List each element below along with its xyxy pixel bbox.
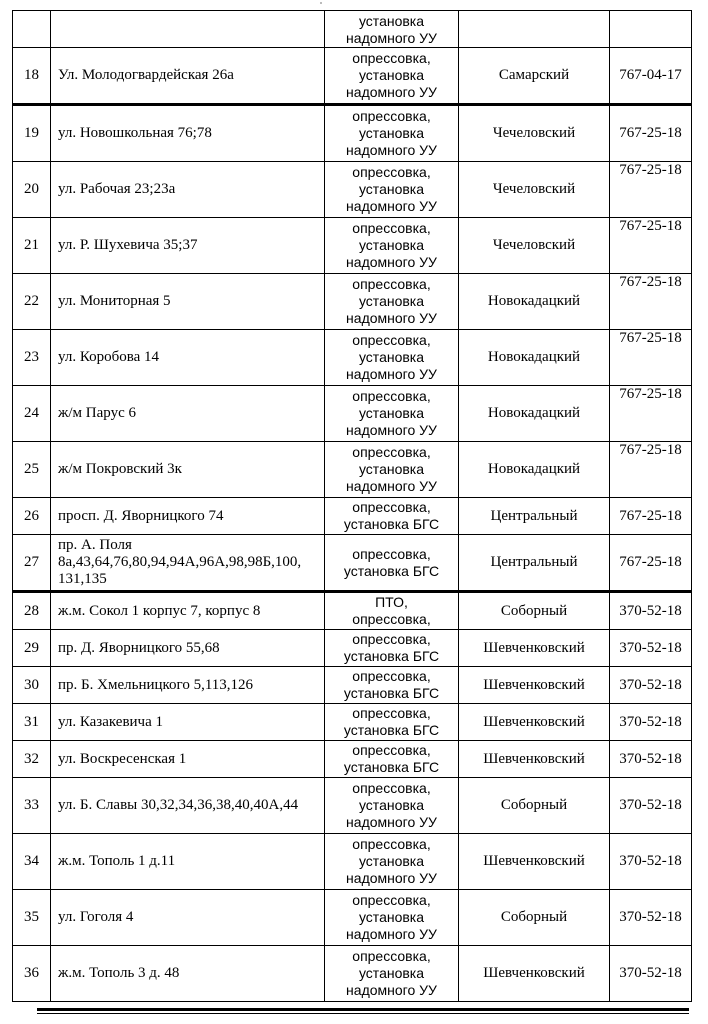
address-cell [51,630,325,667]
address-line: ж/м Покровский 3к [58,461,182,477]
phone-cell [610,48,692,105]
work-type-line: надомного УУ [346,814,437,830]
row-number: 26 [24,507,39,524]
work-type-line: надомного УУ [346,30,437,46]
work-type-cell [325,704,459,741]
work-type-line: опрессовка, [352,668,431,684]
work-type-cell [325,630,459,667]
table-row [13,535,692,592]
work-type-line: опрессовка, [352,276,431,292]
work-type-cell [325,890,459,946]
schedule-table [12,10,692,1002]
address-line: ул. Мониторная 5 [58,293,171,309]
work-type-line: установка [358,237,425,253]
address-cell [51,386,325,442]
work-type-line: установка [358,125,425,141]
work-type-line: установка [358,293,425,309]
district-cell [459,274,610,330]
row-number: 30 [24,676,39,693]
work-type-line: опрессовка, [352,545,431,562]
table-row [13,592,692,630]
work-type-line: установка БГС [343,685,440,701]
row-number: 33 [24,797,39,813]
address-cell [51,592,325,630]
work-type-cell [325,741,459,778]
work-type-line: опрессовка, [352,631,431,647]
row-number: 27 [24,554,39,570]
address-cell [51,162,325,218]
row-number-cell [13,704,51,741]
table-row [13,218,692,274]
district-cell [459,592,610,630]
row-number-cell [13,274,51,330]
district-name: Соборный [500,909,568,925]
phone-number: 370-52-18 [619,909,682,925]
work-type-line: надомного УУ [346,310,437,326]
footer-rule-thin [37,1013,689,1014]
row-number: 28 [24,602,39,619]
address-cell [51,442,325,498]
district-name: Чечеловский [492,181,576,197]
table-row [13,162,692,218]
work-type-cell [325,162,459,218]
address-cell [51,48,325,105]
district-name: Шевченковский [483,676,585,693]
district-cell [459,778,610,834]
work-type-line: опрессовка, [352,499,431,515]
work-type-line: установка БГС [343,562,440,579]
row-number-cell [13,741,51,778]
phone-number: 767-04-17 [619,67,682,83]
work-type-line: надомного УУ [346,366,437,382]
table-row [13,704,692,741]
district-name: Шевченковский [483,965,585,981]
work-type-line: опрессовка, [352,50,431,66]
schedule-table-body [13,11,692,1002]
work-type-line: установка [358,461,425,477]
row-number: 25 [24,461,39,477]
row-number-cell [13,11,51,48]
table-row [13,946,692,1002]
district-name: Центральный [490,507,578,524]
phone-cell [610,274,692,330]
row-number-cell [13,890,51,946]
phone-cell [610,105,692,162]
phone-cell [610,946,692,1002]
address-line: ж.м. Тополь 1 д.11 [58,853,176,869]
district-cell [459,11,610,48]
address-cell [51,946,325,1002]
work-type-cell [325,330,459,386]
work-type-line: установка БГС [343,759,440,775]
address-line: ул. Рабочая 23;23а [58,181,176,197]
row-number-cell [13,218,51,274]
work-type-line: надомного УУ [346,254,437,270]
row-number: 29 [24,639,39,656]
address-cell [51,11,325,48]
address-line: пр. Б. Хмельницкого 5,113,126 [58,676,254,693]
address-line: ж.м. Сокол 1 корпус 7, корпус 8 [58,602,261,619]
address-cell [51,704,325,741]
work-type-line: опрессовка, [352,780,431,796]
address-line: 131,135 [58,571,107,587]
row-number-cell [13,330,51,386]
address-cell [51,890,325,946]
row-number: 18 [24,67,39,83]
scan-mark [320,2,322,4]
work-type-cell [325,274,459,330]
phone-cell [610,834,692,890]
work-type-line: надомного УУ [346,478,437,494]
district-cell [459,890,610,946]
work-type-line: опрессовка, [352,948,431,964]
phone-cell [610,218,692,274]
address-line: ул. Р. Шухевича 35;37 [58,237,198,253]
phone-cell [610,778,692,834]
address-line: ул. Воскресенская 1 [58,750,187,767]
address-cell [51,778,325,834]
phone-number: 370-52-18 [619,713,682,730]
phone-number: 370-52-18 [619,965,682,981]
work-type-cell [325,442,459,498]
work-type-line: установка [358,965,425,981]
district-cell [459,386,610,442]
work-type-line: опрессовка, [352,388,431,404]
district-cell [459,834,610,890]
table-row [13,741,692,778]
work-type-line: установка [358,67,425,83]
row-number: 20 [24,181,39,197]
phone-number: 767-25-18 [619,554,682,570]
phone-number: 767-25-18 [619,218,682,234]
row-number: 35 [24,909,39,925]
row-number: 34 [24,853,39,869]
phone-cell [610,890,692,946]
table-row [13,667,692,704]
address-cell [51,741,325,778]
work-type-line: опрессовка, [352,742,431,758]
work-type-cell [325,48,459,105]
work-type-line: опрессовка, [352,892,431,908]
work-type-line: ПТО, [375,594,408,610]
address-line: пр. Д. Яворницкого 55,68 [58,639,220,656]
district-name: Соборный [500,797,568,813]
work-type-line: установка [358,405,425,421]
address-line: Ул. Молодогвардейская 26а [58,67,234,83]
district-name: Шевченковский [483,750,585,767]
work-type-line: надомного УУ [346,982,437,998]
table-row [13,330,692,386]
address-cell [51,834,325,890]
work-type-cell [325,535,459,592]
table-row [13,386,692,442]
row-number: 24 [24,405,39,421]
row-number: 32 [24,750,39,767]
district-cell [459,218,610,274]
row-number-cell [13,834,51,890]
district-cell [459,105,610,162]
work-type-cell [325,105,459,162]
address-cell [51,498,325,535]
row-number-cell [13,162,51,218]
work-type-line: установка БГС [343,516,440,532]
phone-cell [610,442,692,498]
district-cell [459,330,610,386]
row-number-cell [13,442,51,498]
district-cell [459,741,610,778]
work-type-line: опрессовка, [352,611,431,627]
address-cell [51,330,325,386]
address-cell [51,667,325,704]
district-cell [459,704,610,741]
work-type-cell [325,218,459,274]
address-line: ул. Казакевича 1 [58,713,164,730]
work-type-line: надомного УУ [346,84,437,100]
phone-number: 370-52-18 [619,602,682,619]
district-cell [459,48,610,105]
work-type-line: надомного УУ [346,198,437,214]
table-row [13,890,692,946]
work-type-line: опрессовка, [352,164,431,180]
work-type-line: установка БГС [343,722,440,738]
district-name: Чечеловский [492,125,576,141]
phone-cell [610,704,692,741]
work-type-cell [325,386,459,442]
work-type-line: надомного УУ [346,142,437,158]
phone-cell [610,741,692,778]
address-line: ул. Б. Славы 30,32,34,36,38,40,40А,44 [58,797,299,813]
row-number-cell [13,778,51,834]
district-cell [459,162,610,218]
table-row [13,48,692,105]
phone-number: 370-52-18 [619,676,682,693]
work-type-line: установка [358,797,425,813]
work-type-line: надомного УУ [346,926,437,942]
row-number-cell [13,386,51,442]
phone-number: 767-25-18 [619,442,682,458]
row-number: 31 [24,713,39,730]
phone-number: 370-52-18 [619,750,682,767]
work-type-line: опрессовка, [352,836,431,852]
district-name: Шевченковский [483,639,585,656]
phone-number: 370-52-18 [619,639,682,656]
work-type-cell [325,667,459,704]
phone-cell [610,592,692,630]
work-type-cell [325,946,459,1002]
work-type-cell [325,498,459,535]
row-number-cell [13,592,51,630]
phone-number: 767-25-18 [619,274,682,290]
district-name: Самарский [498,67,570,83]
table-row [13,778,692,834]
work-type-line: опрессовка, [352,220,431,236]
table-row [13,630,692,667]
row-number-cell [13,535,51,592]
table-row [13,105,692,162]
district-name: Новокадацкий [487,405,581,421]
address-cell [51,274,325,330]
work-type-line: установка [358,349,425,365]
row-number: 23 [24,349,39,365]
district-cell [459,667,610,704]
work-type-line: опрессовка, [352,705,431,721]
district-cell [459,630,610,667]
table-row-continued [13,11,692,48]
district-name: Новокадацкий [487,349,581,365]
phone-number: 767-25-18 [619,330,682,346]
address-cell [51,218,325,274]
phone-number: 767-25-18 [619,386,682,402]
address-line: ул. Новошкольная 76;78 [58,125,212,141]
address-line: 8а,43,64,76,80,94,94А,96А,98,98Б,100, [58,554,302,570]
address-line: ж/м Парус 6 [58,405,136,421]
table-row [13,498,692,535]
district-name: Новокадацкий [487,461,581,477]
district-cell [459,535,610,592]
address-line: ж.м. Тополь 3 д. 48 [58,965,180,981]
district-name: Шевченковский [483,853,585,869]
phone-number: 370-52-18 [619,853,682,869]
district-name: Новокадацкий [487,293,581,309]
row-number-cell [13,48,51,105]
address-line: ул. Гоголя 4 [58,909,134,925]
phone-number: 767-25-18 [619,507,682,524]
address-cell [51,535,325,592]
row-number: 21 [24,237,39,253]
phone-cell [610,386,692,442]
work-type-cell [325,834,459,890]
work-type-line: опрессовка, [352,444,431,460]
address-line: пр. А. Поля [58,537,132,553]
row-number-cell [13,498,51,535]
work-type-line: установка БГС [343,648,440,664]
work-type-line: надомного УУ [346,870,437,886]
work-type-cell [325,592,459,630]
row-number: 19 [24,125,39,141]
phone-number: 767-25-18 [619,162,682,178]
district-name: Чечеловский [492,237,576,253]
table-row [13,274,692,330]
work-type-line: установка [358,853,425,869]
address-line: просп. Д. Яворницкого 74 [58,507,224,524]
district-cell [459,442,610,498]
address-line: ул. Коробова 14 [58,349,160,365]
phone-cell [610,162,692,218]
work-type-cell [325,11,459,48]
work-type-line: установка [358,909,425,925]
work-type-line: опрессовка, [352,108,431,124]
row-number: 22 [24,293,39,309]
row-number-cell [13,630,51,667]
phone-cell [610,498,692,535]
district-name: Центральный [490,554,578,570]
row-number: 36 [24,965,39,981]
work-type-line: установка [358,13,425,29]
phone-cell [610,535,692,592]
work-type-line: установка [358,181,425,197]
row-number-cell [13,105,51,162]
phone-cell [610,11,692,48]
row-number-cell [13,667,51,704]
work-type-cell [325,778,459,834]
table-row [13,442,692,498]
address-cell [51,105,325,162]
phone-number: 370-52-18 [619,797,682,813]
phone-cell [610,667,692,704]
district-cell [459,946,610,1002]
work-type-line: опрессовка, [352,332,431,348]
footer-rule [37,1008,689,1011]
district-cell [459,498,610,535]
district-name: Соборный [500,602,568,619]
phone-cell [610,630,692,667]
work-type-line: надомного УУ [346,422,437,438]
phone-number: 767-25-18 [619,125,682,141]
table-row [13,834,692,890]
phone-cell [610,330,692,386]
row-number-cell [13,946,51,1002]
district-name: Шевченковский [483,713,585,730]
